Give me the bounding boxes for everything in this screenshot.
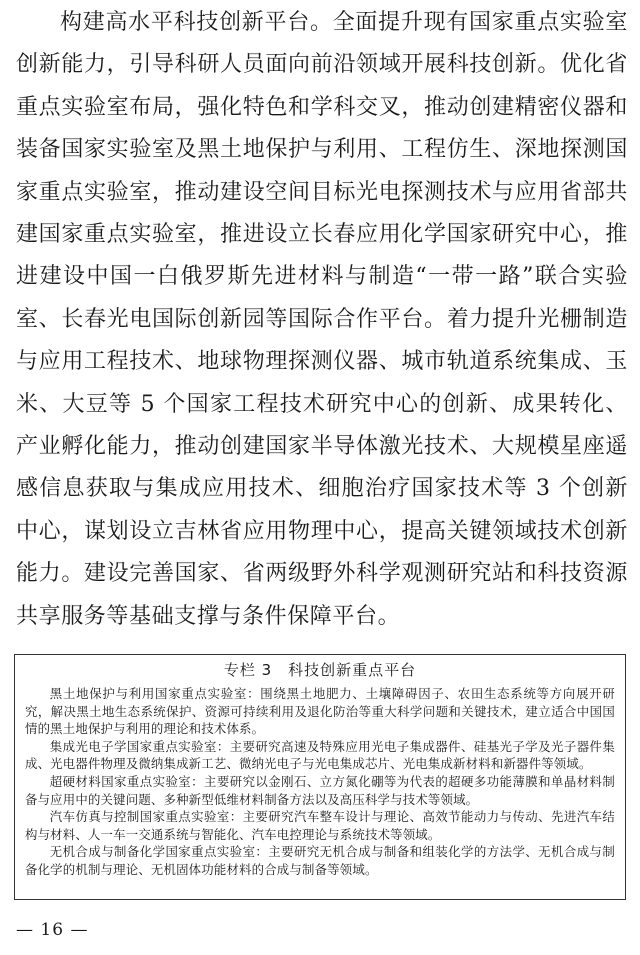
- box-paragraph: 汽车仿真与控制国家重点实验室：主要研究汽车整车设计与理论、高效节能动力与传动、先进汽车结构与材料、人一车一交通系统与智能化、汽车电控理论与系统技术等领域。: [25, 809, 615, 842]
- box-title: 专栏 3 科技创新重点平台: [223, 661, 417, 679]
- sidebar-box: [14, 654, 626, 900]
- box-paragraph: 集成光电子学国家重点实验室：主要研究高速及特殊应用光电子集成器件、硅基光子学及光子器件集成、光电器件物理及微纳集成新工艺、微纳光电子与光电集成芯片、光电集成新材料和新器件等领域。: [25, 738, 615, 772]
- page-number: — 16 —: [16, 920, 89, 940]
- box-paragraph: 黑土地保护与利用国家重点实验室：围绕黑土地肥力、土壤障碍因子、农田生态系统等方向展开研究，解决黑土地生态系统保护、资源可持续利用及退化防治等重大科学问题和关键技术，建立适合中国国情的黑土地保护与利用的理论和技术体系。: [25, 686, 615, 737]
- box-paragraph: 超硬材料国家重点实验室：主要研究以金刚石、立方氮化硼等为代表的超硬多功能薄膜和单晶材料制备与应用中的关键问题、多种新型低维材料制备方法以及高压科学与技术等领域。: [25, 773, 615, 807]
- box-paragraph: 无机合成与制备化学国家重点实验室：主要研究无机合成与制备和组装化学的方法学、无机合成与制备化学的机制与理论、无机固体功能材料的合成与制备等领域。: [25, 844, 615, 877]
- body-paragraph: 构建高水平科技创新平台。全面提升现有国家重点实验室创新能力，引导科研人员面向前沿领域开展科技创新。优化省重点实验室布局，强化特色和学科交叉，推动创建精密仪器和装备国家实验室及黑土地保护与利用、工程仿生、深地探测国家重点实验室，推动建设空间目标光电探测技术与应用省部共建国家重点实验室，推进设立长春应用化学国家研究中心，推进建设中国一白俄罗斯先进材料与制造“一带一路”联合实验室、长春光电国际创新园等国际合作平台。着力提升光栅制造与应用工程技术、地球物理探测仪器、城市轨道系统集成、玉米、大豆等 5 个国家工程技术研究中心的创新、成果转化、产业孵化能力，推动创建国家半导体激光技术、大规模星座遥感信息获取与集成应用技术、细胞治疗国家技术等 3 个创新中心，谋划设立吉林省应用物理中心，提高关键领域技术创新能力。建设完善国家、省两级野外科学观测研究站和科技资源共享服务等基础支撑与条件保障平台。: [16, 10, 628, 629]
